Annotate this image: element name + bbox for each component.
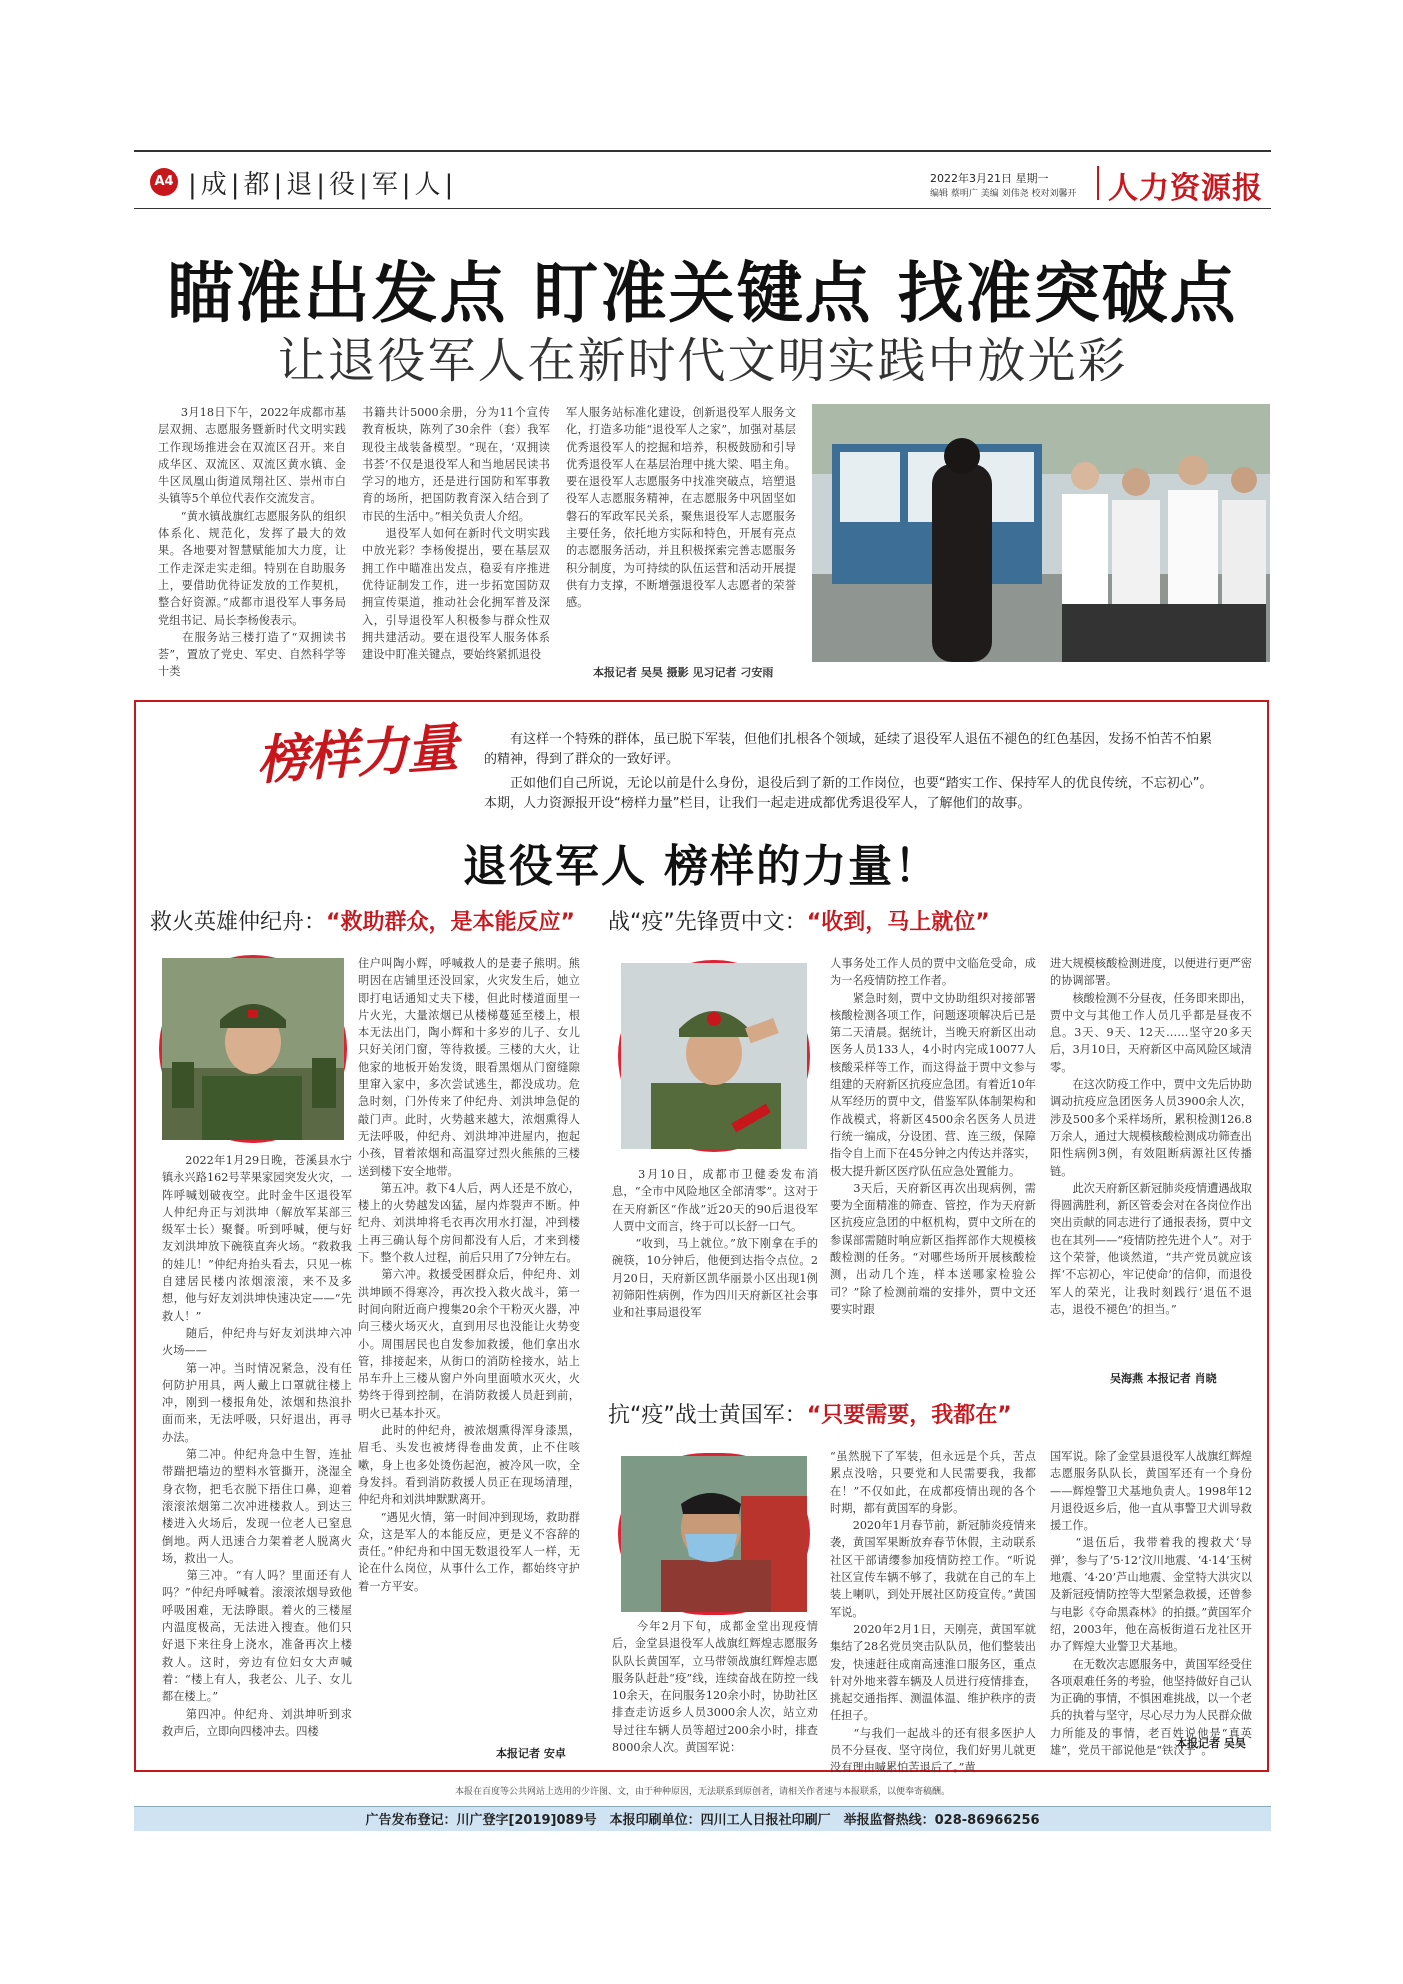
newspaper-logo: 人力资源报	[1108, 171, 1263, 206]
lead-photo-caption: 本报记者 吴昊 摄影 见习记者 刁安雨	[593, 666, 774, 679]
lead-article-col1: 3月18日下午，2022年成都市基层双拥、志愿服务暨新时代文明实践工作现场推进会在双流区召开。来自成华区、双流区、双流区黄水镇、金牛区凤凰山街道凤翔社区、崇州市白头镇等5个单位代表作交流发言。 “黄水镇战旗红志愿服务队的组织体系化、规范化，发挥了最大的效果。各地要对智慧赋能加大力度，让工作走深走实走细。特别在自助服务上，要借助优待证发放的工作契机，整合好资源。”成都市退役军人事务局党组书记、局长李杨俊表示。 在服务站三楼打造了“双拥读书荟”，置放了党史、军史、自然科学等十类	[158, 406, 346, 679]
issue-date: 2022年3月21日 星期一	[930, 172, 1049, 185]
editor-credits: 编辑 蔡明广 美编 刘伟尧 校对刘馨开	[930, 189, 1077, 199]
story2-heading-name: 战“疫”先锋贾中文：	[608, 910, 807, 935]
section-name: |成|都|退|役|军|人|	[188, 170, 458, 200]
page-subheadline: 让退役军人在新时代文明实践中放光彩	[277, 333, 1128, 389]
story1-col-b: 住户叫陶小辉，呼喊救人的是妻子熊明。熊明因在店铺里还没回家，火灾发生后，她立即打电话通知丈夫下楼，但此时楼道面里一片火光，大量浓烟已从楼梯蔓延至楼上，根本无法出门，陶小辉和十多岁的儿子、女儿只好关闭门窗，等待救援。三楼的大火，让他家的地板开始发烫，眼看黑烟从门窗缝隙里窜入家中，多次尝试逃生，都没成功。危急时刻，门外传来了仲纪舟、刘洪坤急促的敲门声。此时，火势越来越大，浓烟熏得人无法呼吸，仲纪舟、刘洪坤冲进屋内，抱起小孩，冒着浓烟和高温穿过烈火熊熊的三楼送到楼下安全地带。 第五冲。救下4人后，两人还是不放心，楼上的火势越发凶猛，屋内炸裂声不断。仲纪舟、刘洪坤将毛衣再次用水打湿，冲到楼上再三确认每个房间都没有人后，才来到楼下。整个救人过程，前后只用了7分钟左右。 第六冲。救援受困群众后，仲纪舟、刘洪坤顾不得寒冷，再次投入救火战斗，第一时间向附近商户搜集20余个干粉灭火器，冲向三楼火场灭火，直到用尽也没能让火势变小。周围居民也自发参加救援，他们拿出水管，排接起来，从街口的消防栓接水，站上吊车升上三楼从窗户外向里面喷水灭火，火势终于得到控制，在消防救援人员赶到前，明火已基本扑灭。 此时的仲纪舟，被浓烟熏得浑身漆黑，眉毛、头发也被烤得卷曲发黄，止不住咳嗽，身上也多处烫伤起泡，被冷风一吹，全身发抖。看到消防救援人员正在现场清理，仲纪舟和刘洪坤默默离开。 “遇见火情，第一时间冲到现场，救助群众，这是军人的本能反应，更是义不容辞的责任。”仲纪舟和中国无数退役军人一样，无论在什么岗位，从事什么工作，都始终守护着一方平安。	[358, 957, 580, 1593]
story3-heading-quote: “只要需要，我都在”	[806, 1403, 1012, 1428]
salute-portrait-illustration	[621, 963, 807, 1149]
story2-portrait	[618, 960, 810, 1152]
story3-heading-name: 抗“疫”战士黄国军：	[608, 1403, 807, 1428]
story3-col-a: 今年2月下旬，成都金堂出现疫情后，金堂县退役军人战旗红辉煌志愿服务队队长黄国军，立马带领战旗红辉煌志愿服务队赶赴“疫”线，连续奋战在防控一线10余天，在问服务120余小时，协助社区排查走访返乡人员3000余人次，站立劝导过往车辆人员等超过200余小时，排查8000余人次。黄国军说：	[612, 1620, 818, 1755]
feature-title: 退役军人 榜样的力量！	[462, 841, 941, 892]
story1-col-a: 2022年1月29日晚，苍溪县水宁镇永兴路162号苹果家园突发火灾，一阵呼喊划破夜空。此时金牛区退役军人仲纪舟正与刘洪坤（解放军某部三级军士长）聚餐。听到呼喊，便与好友刘洪坤放下碗筷直奔火场。“救救我的娃儿！”仲纪舟抬头看去，只见一栋自建居民楼内浓烟滚滚，来不及多想，他与好友刘洪坤快速决定——“先救人！” 随后，仲纪舟与好友刘洪坤六冲火场—— 第一冲。当时情况紧急，没有任何防护用具，两人戴上口罩就往楼上冲，刚到一楼报角处，浓烟和热浪扑面而来，无法呼吸，只好退出，再寻办法。 第二冲。仲纪舟急中生智，连扯带踹把墙边的塑料水管撕开，浇湿全身衣物，把毛衣脱下捂住口鼻，迎着滚滚浓烟第二次冲进楼救人。到达三楼进入火场后，发现一位老人已窒息倒地。两人迅速合力架着老人脱离火场，救出一人。 第三冲。“有人吗？里面还有人吗？”仲纪舟呼喊着。滚滚浓烟导致他呼吸困难，无法睁眼。着火的三楼屋内温度极高，无法进入搜查。他们只好退下来往身上浇水，准备再次上楼救人。这时，旁边有位妇女大声喊着：“楼上有人，我老公、儿子、女儿都在楼上。” 第四冲。仲纪舟、刘洪坤听到求救声后，立即向四楼冲去。四楼	[162, 1154, 352, 1738]
masked-portrait-illustration	[621, 1456, 807, 1612]
story2-heading-quote: “收到，马上就位”	[806, 910, 990, 935]
story2-byline: 吴海燕 本报记者 肖晓	[1110, 1372, 1217, 1385]
story3-heading	[608, 1398, 1012, 1429]
copyright-note: 本报在百度等公共网站上选用的少许图、文，由于种种原因，无法联系到原创者，请相关作者速与本报联系，以便奉寄稿酬。	[454, 1787, 950, 1797]
feature-intro	[484, 730, 1224, 814]
lead-photo	[812, 404, 1270, 662]
top-rule	[134, 150, 1271, 152]
story3-col-c: 国军说。除了金堂县退役军人战旗红辉煌志愿服务队队长，黄国军还有一个身份——辉煌警卫犬基地负责人。1998年12月退役返乡后，他一直从事警卫犬训导救援工作。 “退伍后，我带着我的搜救犬‘导弹’，参与了‘5·12’汶川地震、‘4·14’玉树地震、‘4·20’芦山地震、金堂特大洪灾以及新冠疫情防控等大型紧急救援，还曾参与电影《夺命黑森林》的拍摄。”黄国军介绍，2003年，他在高板街道石龙社区开办了辉煌大业警卫犬基地。 在无数次志愿服务中，黄国军经受住各项艰难任务的考验，他坚持做好自己认为正确的事情，不惧困难挑战，以一个老兵的执着与坚守，尽心尽力为人民群众做力所能及的事情，老百姓说他是“真英雄”，党员干部说他是“铁汉子”。	[1050, 1450, 1252, 1758]
footer-registration: 广告发布登记：川广登字[2019]089号 本报印刷单位：四川工人日报社印刷厂 举报监督热线：028-86966256	[365, 1813, 1040, 1828]
masthead-rule	[134, 208, 1271, 209]
lead-photo-illustration	[812, 404, 1270, 662]
lead-article-col3: 军人服务站标准化建设，创新退役军人服务文化，打造多功能“退役军人之家”，加强对基层优秀退役军人的挖掘和培养，积极鼓励和引导优秀退役军人在基层治理中挑大梁、唱主角。要在退役军人志愿服务中找准突破点，培塑退役军人志愿服务精神，在志愿服务中巩固坚如磐石的军政军民关系，聚焦退役军人志愿服务主要任务，依托地方实际和特色，开展有亮点的志愿服务活动，并且积极探索完善志愿服务积分制度，为可持续的队伍运营和活动开展提供有力支撑，不断增强退役军人志愿者的荣誉感。	[566, 406, 796, 610]
story1-byline: 本报记者 安卓	[496, 1747, 566, 1760]
story1-heading	[150, 905, 575, 936]
story1-heading-quote: “救助群众，是本能反应”	[326, 910, 575, 935]
story2-col-c: 进大规模核酸检测进度，以便进行更严密的协调部署。 核酸检测不分昼夜，任务即来即出，贾中文与其他工作人员几乎都是昼夜不息。3天、9天、12天……坚守20多天后，3月10日，天府新区中高风险区域清零。 在这次防疫工作中，贾中文先后协助调动抗疫应急团医务人员3900余人次，涉及500多个采样场所，累积检测126.8万余人，通过大规模核酸检测成功筛查出阳性病例3例，有效阻断病源社区传播链。 此次天府新区新冠肺炎疫情遭遇战取得圆满胜利，新区管委会对在各岗位作出突出贡献的同志进行了通报表扬，贾中文也在其列——“疫情防控先进个人”。对于这个荣誉，他谈然道，“共产党员就应该挥‘不忘初心，牢记使命’的信仰，而退役军人的荣光，让我时刻践行‘退伍不退志，退役不褪色’的担当。”	[1050, 957, 1252, 1316]
story1-portrait	[159, 955, 347, 1143]
story3-col-b: “虽然脱下了军装，但永远是个兵，苦点累点没啥，只要党和人民需要我，我都在！”不仅如此，在成都疫情出现的各个时期，都有黄国军的身影。 2020年1月春节前，新冠肺炎疫情来袭，黄国军果断放弃春节休假，主动联系社区干部请缨参加疫情防控工作。“听说社区宣传车辆不够了，我就在自己的车上装上喇叭，到处开展社区防疫宣传。”黄国军说。 2020年2月1日，天刚亮，黄国军就集结了28名党员突击队队员，他们整装出发，快速赶往成南高速淮口服务区，重点针对外地来蓉车辆及人员进行疫情排查，挑起交通指挥、测温体温、维护秩序的责任担子。 “与我们一起战斗的还有很多医护人员不分昼夜、坚守岗位，我们好男儿就更没有理由喊累怕苦退后了。”黄	[830, 1450, 1036, 1775]
brand-separator	[1097, 166, 1099, 200]
lead-article-col2: 书籍共计5000余册，分为11个宣传教育板块，陈列了30余件（套）我军现役主战装备模型。“现在，‘双拥读书荟’不仅是退役军人和当地居民读书学习的地方，还是进行国防和军事教育的场所，把国防教育深入结合到了市民的生活中。”相关负责人介绍。 退役军人如何在新时代文明实践中放光彩？李杨俊提出，要在基层双拥工作中瞄准出发点，稳妥有序推进优待证制发工作，进一步拓宽国防双拥宣传渠道，推动社会化拥军普及深入，引导退役军人积极参与群众性双拥共建活动。要在退役军人服务体系建设中盯准关键点，要始终紧抓退役	[362, 406, 550, 662]
story1-heading-name: 救火英雄仲纪舟：	[150, 910, 327, 935]
story2-col-b: 人事务处工作人员的贾中文临危受命，成为一名疫情防控工作者。 紧急时刻，贾中文协助组织对接部署核酸检测各项工作，问题逐项解决后已是第二天清晨。据统计，当晚天府新区出动医务人员133人，4小时内完成10077人核酸采样等工作，而这得益于贾中文参与组建的天府新区抗疫应急团。有着近10年从军经历的贾中文，借鉴军队体制架构和作战模式，将新区4500余名医务人员进行统一编成，分设团、营、连三级，保障指令自上而下在45分钟之内传达并落实，极大提升新区医疗队伍应急处置能力。 3天后，天府新区再次出现病例，需要为全面精准的筛查、管控，作为天府新区抗疫应急团的中枢机构，贾中文所在的参谋部需随时响应新区指挥部作大规模核酸检测的任务。“对哪些场所开展核酸检测，出动几个连，样本送哪家检验公司？”除了检测前端的安排外，贾中文还要实时跟	[830, 957, 1036, 1316]
feature-intro-p2: 正如他们自己所说，无论以前是什么身份，退役后到了新的工作岗位，也要“踏实工作、保持军人的优良传统，不忘初心”。本期，人力资源报开设“榜样力量”栏目，让我们一起走进成都优秀退役军人，了解他们的故事。	[484, 776, 1213, 811]
page-number-badge: A4	[150, 168, 178, 196]
feature-brush-logo: 榜样力量	[254, 717, 459, 792]
story2-heading	[608, 905, 990, 936]
feature-intro-p1: 有这样一个特殊的群体，虽已脱下军装，但他们扎根各个领域，延续了退役军人退伍不褪色的红色基因，发扬不怕苦不怕累的精神，得到了群众的一致好评。	[484, 732, 1213, 767]
soldier-portrait-illustration	[162, 958, 344, 1140]
story3-portrait	[618, 1453, 810, 1615]
story3-byline: 本报记者 吴昊	[1176, 1737, 1246, 1750]
story2-col-a: 3月10日，成都市卫健委发布消息，“全市中风险地区全部清零”。这对于在天府新区“作战”近20天的90后退役军人贾中文而言，终于可以长舒一口气。 “收到，马上就位。”放下刚拿在手的碗筷，10分钟后，他便到达指令点位。2月20日，天府新区凯华丽景小区出现1例初筛阳性病例，作为四川天府新区社会事业和社事局退役军	[612, 1168, 818, 1320]
page-headline: 瞄准出发点 盯准关键点 找准突破点	[167, 254, 1238, 332]
